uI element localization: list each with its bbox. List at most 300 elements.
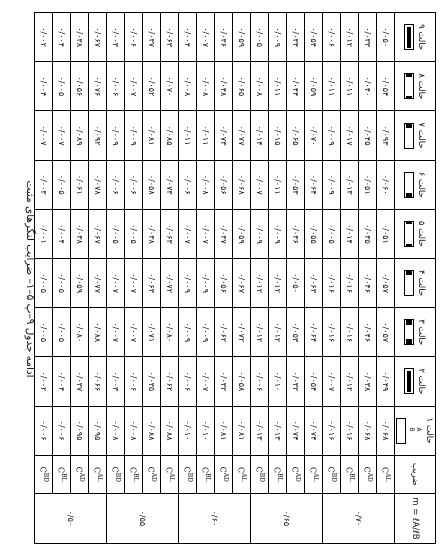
value-cell: ۰/۰۰۷ <box>125 62 143 111</box>
table-row <box>269 13 287 544</box>
value-cell: ۰/۰۰۷ <box>125 308 143 357</box>
coef-letter: C <box>344 466 354 474</box>
coef-sup: BD <box>113 472 121 482</box>
value-cell: ۰/۰۰۵ <box>107 209 125 258</box>
value-cell: ۰/۰۱۴ <box>251 111 269 160</box>
value-cell: ۰/۰۰۴ <box>35 62 53 111</box>
coef-symbol <box>323 455 341 493</box>
slab-case-4-icon <box>404 270 414 296</box>
value-cell: ۰/۰۳۳ <box>359 13 377 62</box>
coef-header: ضریب <box>395 455 436 493</box>
edge-mark <box>407 371 411 392</box>
coef-letter: C <box>218 466 228 473</box>
value-cell: ۰/۰۵۳ <box>287 160 305 209</box>
coef-symbol <box>197 455 215 493</box>
case-header-content <box>404 111 426 159</box>
table-row <box>161 13 179 544</box>
value-cell: ۰/۰۱۲ <box>341 13 359 62</box>
value-cell: ۰/۰۰۹ <box>197 308 215 357</box>
value-cell: ۰/۰۵۷ <box>377 308 395 357</box>
coef-symbol <box>233 455 251 493</box>
value-cell: ۰/۰۹۵ <box>89 406 107 455</box>
value-cell: ۰/۰۷۴ <box>305 406 323 455</box>
value-cell: ۰/۰۳۵ <box>359 209 377 258</box>
edge-mark <box>406 193 412 197</box>
value-cell: ۰/۰۰۵ <box>53 160 71 209</box>
value-cell: ۰/۰۱۳ <box>251 406 269 455</box>
value-cell: ۰/۰۰۲ <box>35 357 53 406</box>
value-cell: ۰/۰۸۹ <box>71 111 89 160</box>
value-cell: ۰/۰۶۱ <box>71 160 89 209</box>
value-cell: ۰/۰۶۲ <box>215 308 233 357</box>
coef-symbol <box>89 455 107 493</box>
value-cell: ۰/۰۰۶ <box>251 357 269 406</box>
value-cell: ۰/۰۶۲ <box>161 357 179 406</box>
value-cell: ۰/۰۵۴ <box>377 62 395 111</box>
value-cell: ۰/۰۵۶ <box>215 258 233 307</box>
value-cell: ۰/۰۰۵ <box>53 308 71 357</box>
value-cell: ۰/۰۶۴ <box>305 308 323 357</box>
coef-symbol <box>215 455 233 493</box>
value-cell: ۰/۰۰۹ <box>323 111 341 160</box>
value-cell: ۰/۰۱۱ <box>197 111 215 160</box>
case-header <box>395 13 436 62</box>
value-cell: ۰/۰۱۱ <box>323 62 341 111</box>
coef-symbol <box>305 455 323 493</box>
coef-sup: BL <box>275 473 283 482</box>
value-cell: ۰/۰۴۶ <box>359 308 377 357</box>
table-row <box>71 13 89 544</box>
ratio-cell: ۰/۵۰ <box>35 493 107 543</box>
coef-sup: BL <box>347 473 355 482</box>
value-cell: ۰/۰۷۰ <box>161 62 179 111</box>
case-header <box>395 111 436 160</box>
value-cell: ۰/۰۳۷ <box>215 209 233 258</box>
value-cell: ۰/۰۳۶ <box>215 13 233 62</box>
value-cell: ۰/۰۱۶ <box>341 308 359 357</box>
case-header-content <box>396 407 434 455</box>
slab-case-7-icon <box>404 123 414 149</box>
value-cell: ۰/۰۱۲ <box>251 258 269 307</box>
edge-mark <box>406 244 412 246</box>
value-cell: ۰/۰۸۸ <box>143 406 161 455</box>
value-cell: ۰/۰۱۶ <box>323 308 341 357</box>
value-cell: ۰/۰۱۱ <box>269 62 287 111</box>
span-label-a: A <box>415 427 422 432</box>
case-label: حالت ۷ <box>416 122 426 149</box>
value-cell: ۰/۰۰۵ <box>251 13 269 62</box>
coef-letter: C <box>380 467 390 474</box>
case-header-content <box>404 62 426 110</box>
value-cell: ۰/۰۰۷ <box>323 357 341 406</box>
value-cell: ۰/۰۸۸ <box>89 308 107 357</box>
value-cell: ۰/۰۱۵ <box>269 111 287 160</box>
slab-case-1-icon <box>396 418 406 444</box>
value-cell: ۰/۰۳۶ <box>287 209 305 258</box>
coef-symbol <box>251 455 269 493</box>
coef-symbol <box>143 455 161 493</box>
table-row <box>377 13 395 544</box>
value-cell: ۰/۰۷۳ <box>161 160 179 209</box>
value-cell: ۰/۰۰۵ <box>53 258 71 307</box>
value-cell: ۰/۰۵۳ <box>287 308 305 357</box>
coef-letter: C <box>74 466 84 473</box>
slab-case-9-icon <box>404 24 414 50</box>
value-cell: ۰/۰۷۳ <box>215 111 233 160</box>
value-cell: ۰/۰۰۹ <box>125 111 143 160</box>
table-caption: ادامه جدول ۹–پ ۵–۱– ضرایب لنگرهای مثبت <box>24 180 36 378</box>
coef-letter: C <box>362 466 372 473</box>
value-cell: ۰/۰۰۴ <box>179 13 197 62</box>
coef-letter: C <box>326 466 336 473</box>
value-cell: ۰/۰۰۹ <box>323 160 341 209</box>
coef-sup: BL <box>131 473 139 482</box>
value-cell: ۰/۰۸۰ <box>71 308 89 357</box>
value-cell: ۰/۰۸۰ <box>161 308 179 357</box>
edge-mark <box>406 124 412 128</box>
table-row <box>179 13 197 544</box>
table-row <box>323 13 341 544</box>
table-row <box>305 13 323 544</box>
table-row <box>287 13 305 544</box>
coef-symbol <box>71 455 89 493</box>
value-cell: ۰/۰۶۴ <box>305 160 323 209</box>
value-cell: ۰/۰۱۱ <box>179 111 197 160</box>
value-cell: ۰/۰۰۸ <box>251 62 269 111</box>
coef-letter: C <box>92 467 102 474</box>
coef-symbol <box>359 455 377 493</box>
value-cell: ۰/۰۱۶ <box>341 406 359 455</box>
table-row <box>125 13 143 544</box>
case-label: حالت ۴ <box>416 270 426 297</box>
value-cell: ۰/۰۱۶ <box>341 258 359 307</box>
case-label: حالت ۸ <box>416 73 426 100</box>
value-cell: ۰/۰۰۶ <box>35 406 53 455</box>
value-cell: ۰/۰۵۵ <box>305 209 323 258</box>
value-cell: ۰/۰۵۰ <box>377 13 395 62</box>
value-cell: ۰/۰۰۷ <box>35 111 53 160</box>
value-cell: ۰/۰۰۵ <box>323 209 341 258</box>
edge-mark <box>406 222 412 224</box>
value-cell: ۰/۰۷۰ <box>305 111 323 160</box>
value-cell: ۰/۰۱۳ <box>269 406 287 455</box>
case-label: حالت ۹ <box>416 24 426 51</box>
value-cell: ۰/۰۰۶ <box>179 357 197 406</box>
case-header-content <box>404 308 426 356</box>
case-header-content <box>404 161 426 209</box>
value-cell: ۰/۰۷۲ <box>233 308 251 357</box>
coef-letter: C <box>272 466 282 474</box>
edge-mark <box>406 271 412 275</box>
header-row <box>395 13 436 544</box>
value-cell: ۰/۰۰۹ <box>107 111 125 160</box>
table-row <box>197 13 215 544</box>
value-cell: ۰/۰۶۸ <box>377 406 395 455</box>
coef-letter: C <box>290 466 300 473</box>
edge-mark <box>407 27 411 48</box>
coef-symbol <box>377 455 395 493</box>
value-cell: ۰/۰۶۳ <box>161 13 179 62</box>
value-cell: ۰/۰۰۵ <box>53 62 71 111</box>
coef-symbol <box>125 455 143 493</box>
ratio-cell: ۰/۵۵ <box>107 493 179 543</box>
coef-sup: BD <box>257 472 265 482</box>
value-cell: ۰/۰۰۸ <box>125 406 143 455</box>
value-cell: ۰/۰۰۴ <box>53 13 71 62</box>
coef-sup: AD <box>149 472 157 482</box>
value-cell: ۰/۰۸۱ <box>143 111 161 160</box>
value-cell: ۰/۰۹۳ <box>377 111 395 160</box>
coef-letter: C <box>110 466 120 473</box>
value-cell: ۰/۰۷۱ <box>143 308 161 357</box>
value-cell: ۰/۰۳۸ <box>143 209 161 258</box>
value-cell: ۰/۰۰۷ <box>197 209 215 258</box>
value-cell: ۰/۰۵۶ <box>71 62 89 111</box>
span-label-b: B <box>408 427 415 432</box>
value-cell: ۰/۰۴۰ <box>359 62 377 111</box>
coef-sup: AD <box>221 472 229 482</box>
case-header-content <box>404 13 426 61</box>
table-row <box>53 13 71 544</box>
value-cell: ۰/۰۰۹ <box>251 209 269 258</box>
value-cell: ۰/۰۰۵ <box>35 258 53 307</box>
value-cell: ۰/۰۵۸ <box>143 160 161 209</box>
case-header <box>395 209 436 258</box>
value-cell: ۰/۰۶۰ <box>377 160 395 209</box>
coef-letter: C <box>200 466 210 474</box>
coef-sup: AL <box>383 473 391 482</box>
value-cell: ۰/۰۹۵ <box>71 406 89 455</box>
value-cell: ۰/۰۰۶ <box>323 13 341 62</box>
value-cell: ۰/۰۸۱ <box>215 406 233 455</box>
value-cell: ۰/۰۰۵ <box>125 209 143 258</box>
coef-symbol <box>179 455 197 493</box>
coef-letter: C <box>254 466 264 473</box>
value-cell: ۰/۰۰۵ <box>35 308 53 357</box>
value-cell: ۰/۰۵۴ <box>305 13 323 62</box>
coef-sup: BL <box>203 473 211 482</box>
table-row <box>143 13 161 544</box>
coef-symbol <box>53 455 71 493</box>
case-header <box>395 406 436 455</box>
value-cell: ۰/۰۵۲ <box>143 62 161 111</box>
value-cell: ۰/۰۷۸ <box>89 160 107 209</box>
coef-sup: AD <box>293 472 301 482</box>
value-cell: ۰/۰۶۸ <box>359 406 377 455</box>
slab-case-5-icon <box>404 221 414 247</box>
value-cell: ۰/۰۴۹ <box>377 357 395 406</box>
coef-sup: AL <box>95 473 103 482</box>
ratio-cell: ۰/۶۰ <box>179 493 251 543</box>
value-cell: ۰/۰۴۶ <box>359 258 377 307</box>
value-cell: ۰/۰۰۸ <box>197 160 215 209</box>
ratio-cell: ۰/۷۰ <box>323 493 395 543</box>
value-cell: ۰/۰۰۶ <box>125 160 143 209</box>
value-cell: ۰/۰۱۶ <box>323 406 341 455</box>
value-cell: ۰/۰۰۹ <box>269 209 287 258</box>
ratio-header: m = ℓA/ℓB <box>395 493 436 543</box>
table-row <box>341 13 359 544</box>
value-cell: ۰/۰۰۹ <box>197 258 215 307</box>
value-cell: ۰/۰۱۰ <box>197 406 215 455</box>
value-cell: ۰/۰۳۸ <box>71 13 89 62</box>
value-cell: ۰/۰۵۴ <box>305 357 323 406</box>
coef-letter: C <box>38 466 48 473</box>
coef-symbol <box>341 455 359 493</box>
case-header <box>395 62 436 111</box>
edge-mark <box>406 320 412 325</box>
value-cell: ۰/۰۰۶ <box>179 160 197 209</box>
value-cell: ۰/۰۱۷ <box>341 111 359 160</box>
coef-sup: AD <box>77 472 85 482</box>
value-cell: ۰/۰۵۷ <box>377 258 395 307</box>
coef-sup: AD <box>365 472 373 482</box>
value-cell: ۰/۰۰۹ <box>179 258 197 307</box>
moment-coefficients-table <box>34 12 436 544</box>
value-cell: ۰/۰۵۹ <box>233 209 251 258</box>
value-cell: ۰/۰۰۷ <box>179 209 197 258</box>
value-cell: ۰/۰۷۶ <box>89 62 107 111</box>
value-cell: ۰/۰۸۱ <box>233 406 251 455</box>
value-cell: ۰/۰۱۲ <box>269 308 287 357</box>
value-cell: ۰/۰۰۸ <box>197 62 215 111</box>
value-cell: ۰/۰۵۱ <box>359 160 377 209</box>
value-cell: ۰/۰۹۲ <box>89 111 107 160</box>
case-label: حالت ۵ <box>416 220 426 247</box>
value-cell: ۰/۰۰۹ <box>179 308 197 357</box>
value-cell: ۰/۰۴۸ <box>215 62 233 111</box>
span-labels <box>408 428 422 432</box>
coef-letter: C <box>56 466 66 474</box>
coef-symbol <box>287 455 305 493</box>
case-label: حالت ۶ <box>416 171 426 198</box>
case-header-content <box>404 357 426 405</box>
value-cell: ۰/۰۳۴ <box>287 13 305 62</box>
value-cell: ۰/۰۰۶ <box>53 406 71 455</box>
value-cell: ۰/۰۷۷ <box>89 258 107 307</box>
value-cell: ۰/۰۱۱ <box>269 160 287 209</box>
value-cell: ۰/۰۰۹ <box>269 13 287 62</box>
value-cell: ۰/۰۰۱ <box>35 209 53 258</box>
case-header <box>395 160 436 209</box>
value-cell: ۰/۰۰۳ <box>107 13 125 62</box>
value-cell: ۰/۰۶۳ <box>143 258 161 307</box>
coef-letter: C <box>236 467 246 474</box>
value-cell: ۰/۰۰۸ <box>179 62 197 111</box>
value-cell: ۰/۰۶۸ <box>233 160 251 209</box>
value-cell: ۰/۰۱۳ <box>341 160 359 209</box>
edge-mark <box>406 339 412 344</box>
value-cell: ۰/۰۰۷ <box>125 258 143 307</box>
coef-symbol <box>35 455 53 493</box>
value-cell: ۰/۰۶۵ <box>287 111 305 160</box>
value-cell: ۰/۰۱۱ <box>341 62 359 111</box>
value-cell: ۰/۰۱۲ <box>269 258 287 307</box>
value-cell: ۰/۰۱۲ <box>341 357 359 406</box>
table-row <box>359 13 377 544</box>
value-cell: ۰/۰۰۶ <box>107 160 125 209</box>
case-header <box>395 308 436 357</box>
value-cell: ۰/۰۰۶ <box>125 357 143 406</box>
value-cell: ۰/۰۷۲ <box>161 258 179 307</box>
value-cell: ۰/۰۰۳ <box>107 357 125 406</box>
value-cell: ۰/۰۰۷ <box>53 111 71 160</box>
value-cell: ۰/۰۷۷ <box>233 111 251 160</box>
value-cell: ۰/۰۵۶ <box>215 160 233 209</box>
ratio-cell: ۰/۶۵ <box>251 493 323 543</box>
value-cell: ۰/۰۱۰ <box>269 357 287 406</box>
coef-letter: C <box>164 467 174 474</box>
case-header <box>395 258 436 307</box>
value-cell: ۰/۰۳۸ <box>359 357 377 406</box>
value-cell: ۰/۰۴۵ <box>359 111 377 160</box>
value-cell: ۰/۰۵۹ <box>71 258 89 307</box>
value-cell: ۰/۰۰۶ <box>125 13 143 62</box>
value-cell: ۰/۰۸۸ <box>161 406 179 455</box>
coef-sup: BL <box>59 473 67 482</box>
value-cell: ۰/۰۰۷ <box>197 357 215 406</box>
table-row <box>35 13 53 544</box>
value-cell: ۰/۰۶۳ <box>161 209 179 258</box>
edge-mark <box>406 74 412 77</box>
coef-letter: C <box>308 467 318 474</box>
value-cell: ۰/۰۱۶ <box>323 258 341 307</box>
value-cell: ۰/۰۱۲ <box>251 308 269 357</box>
value-cell: ۰/۰۵۹ <box>233 13 251 62</box>
value-cell: ۰/۰۰۳ <box>35 160 53 209</box>
coef-sup: AL <box>167 473 175 482</box>
slab-case-3-icon <box>404 319 414 345</box>
value-cell: ۰/۰۸۵ <box>161 111 179 160</box>
coef-symbol <box>269 455 287 493</box>
coef-letter: C <box>146 466 156 473</box>
value-cell: ۰/۰۵۹ <box>305 62 323 111</box>
table-row <box>215 13 233 544</box>
slab-case-2-icon <box>404 368 414 394</box>
case-label: حالت ۳ <box>416 319 426 346</box>
value-cell: ۰/۰۶۳ <box>305 258 323 307</box>
value-cell: ۰/۰۰۷ <box>107 258 125 307</box>
table-row <box>89 13 107 544</box>
coef-letter: C <box>182 466 192 473</box>
value-cell: ۰/۰۰۷ <box>251 160 269 209</box>
value-cell: ۰/۰۶۶ <box>89 357 107 406</box>
value-cell: ۰/۰۱۰ <box>179 406 197 455</box>
coef-sup: AL <box>311 473 319 482</box>
value-cell: ۰/۰۳۷ <box>71 357 89 406</box>
value-cell: ۰/۰۵۰ <box>287 258 305 307</box>
value-cell: ۰/۰۰۴ <box>53 357 71 406</box>
value-cell: ۰/۰۱۴ <box>341 209 359 258</box>
value-cell: ۰/۰۰۷ <box>107 308 125 357</box>
edge-mark <box>406 96 412 99</box>
value-cell: ۰/۰۰۴ <box>53 209 71 258</box>
value-cell: ۰/۰۳۲ <box>215 357 233 406</box>
case-header <box>395 357 436 406</box>
case-header-content <box>404 210 426 258</box>
coef-symbol <box>161 455 179 493</box>
value-cell: ۰/۰۶۷ <box>89 13 107 62</box>
table-row <box>107 13 125 544</box>
value-cell: ۰/۰۰۶ <box>107 62 125 111</box>
coef-sup: BD <box>185 472 193 482</box>
case-label: حالت ۱ <box>424 417 434 444</box>
value-cell: ۰/۰۳۲ <box>287 357 305 406</box>
value-cell: ۰/۰۴۴ <box>287 62 305 111</box>
value-cell: ۰/۰۶۵ <box>233 62 251 111</box>
coef-sup: AL <box>239 473 247 482</box>
value-cell: ۰/۰۳۷ <box>143 13 161 62</box>
